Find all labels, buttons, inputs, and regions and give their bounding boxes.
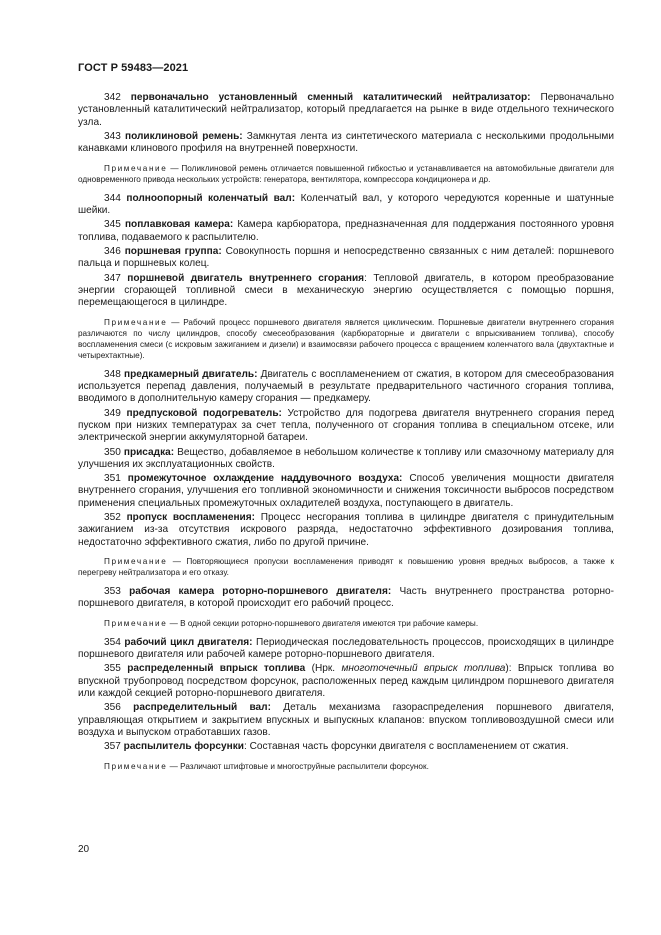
note-text: — Поликлиновой ремень отличается повышенной гибкостью и устанавливается на автомобильные двигатели для одновременного привода нескольких устройств: генератора, вентилятора, компрессора кондиционера и др. — [78, 163, 614, 184]
entry-number: 355 — [104, 663, 121, 675]
entry-number: 348 — [104, 368, 121, 380]
entry-345 — [78, 219, 614, 244]
entry-number: 346 — [104, 245, 121, 257]
entry-term: поршневая группа: — [124, 245, 222, 257]
entry-353 — [78, 586, 614, 611]
note-text: — В одной секции роторно-поршневого двигателя имеются три рабочие камеры. — [169, 618, 479, 628]
note-357 — [78, 761, 614, 772]
document-body — [78, 92, 614, 780]
entry-343 — [78, 131, 614, 156]
entry-number: 353 — [104, 586, 121, 598]
entry-definition: Совокупность поршня и непосредственно связанных с ним деталей: поршневого пальца и поршневых колец. — [78, 245, 615, 270]
entry-term: поршневой двигатель внутреннего сгорания — [127, 272, 365, 284]
entry-term: присадка: — [123, 446, 175, 458]
entry-term: рабочая камера роторно-поршневого двигателя: — [129, 586, 392, 598]
note-text: — Повторяющиеся пропуски воспламенения приводят к повышению уровня вредных выбросов, а также к перегреву нейтрализатора и его отказу. — [78, 557, 614, 578]
entry-definition: : Составная часть форсунки двигателя с воспламенением от сжатия. — [243, 741, 569, 753]
note-label: Примечание — [104, 761, 168, 771]
note-343 — [78, 163, 614, 185]
entry-346 — [78, 246, 614, 271]
entry-term: промежуточное охлаждение наддувочного воздуха: — [127, 473, 403, 485]
entry-definition: Вещество, добавляемое в небольшом количестве к топливу или смазочному материалу для улучшения их эксплуатационных свойств. — [78, 446, 615, 470]
entry-definition: Первоначально установленный каталитический нейтрализатор, который предлагается на рынке в виде отдельного технического узла. — [78, 92, 614, 128]
entry-347 — [78, 273, 614, 310]
entry-definition: : Тепловой двигатель, в котором преобразование энергии сгорающей топливной смеси в механическую энергию осуществляется с помощью поршня, перемещающегося в цилиндре. — [78, 272, 614, 309]
entry-number: 354 — [104, 636, 121, 648]
entry-number: 357 — [104, 741, 121, 753]
entry-definition: Коленчатый вал, у которого чередуются коренные и шатунные шейки. — [78, 192, 614, 216]
entry-number: 352 — [104, 512, 121, 524]
note-label: Примечание — [104, 163, 168, 173]
standard-header: ГОСТ Р 59483—2021 — [78, 62, 189, 74]
entry-term: поплавковая камера: — [124, 219, 234, 231]
entry-342 — [78, 92, 614, 129]
entry-definition: Камера карбюратора, предназначенная для поддержания постоянного уровня топлива, подаваемого к распылителю. — [78, 219, 614, 243]
entry-350 — [78, 447, 614, 472]
entry-number: 350 — [104, 446, 121, 458]
entry-definition: Способ увеличения мощности двигателя внутреннего сгорания, улучшения его топливной экономичности и снижения токсичности выбросов посредством применения специальных промежуточных охладителей воздуха, поступающего в двигатель. — [78, 473, 614, 509]
entry-definition: Устройство для подогрева двигателя внутреннего сгорания перед пуском при низких температурах за счет тепла, полученного от сгорания топлива в специальном отсеке, или электрической энергии аккумуляторной батареи. — [78, 407, 614, 444]
entry-357 — [78, 741, 614, 753]
note-353 — [78, 618, 614, 629]
entry-number: 349 — [104, 407, 121, 419]
note-label: Примечание — [104, 618, 168, 628]
entry-term: распределенный впрыск топлива — [127, 663, 306, 675]
entry-definition: Деталь механизма газораспределения поршневого двигателя, управляющая открытием и закрытием впускных и выпускных клапанов: впуском топливовоздушной смеси или воздуха и выпуском отработавших газов. — [78, 702, 614, 738]
entry-term: пропуск воспламенения: — [126, 512, 256, 524]
entry-term: рабочий цикл двигателя: — [124, 636, 253, 648]
entry-term: предкамерный двигатель: — [124, 368, 258, 380]
entry-354 — [78, 637, 614, 662]
entry-definition: Периодическая последовательность процессов, происходящих в цилиндре поршневого двигателя или рабочей камере роторно-поршневого двигателя. — [78, 636, 614, 660]
entry-number: 345 — [104, 219, 121, 231]
entry-number: 351 — [104, 473, 121, 485]
note-label: Примечание — [104, 557, 168, 567]
entry-number: 344 — [104, 192, 121, 204]
note-text: — Различают штифтовые и многоструйные распылители форсунок. — [169, 761, 429, 771]
entry-definition: Часть внутреннего пространства роторно-поршневого двигателя, в которой происходит его рабочий процесс. — [78, 586, 615, 610]
entry-number: 347 — [104, 272, 121, 284]
entry-number: 356 — [104, 702, 121, 714]
entry-definition-prefix: (Нрк. — [305, 663, 342, 675]
entry-344 — [78, 193, 614, 218]
note-352 — [78, 556, 614, 578]
page-number: 20 — [78, 844, 90, 855]
entry-348 — [78, 369, 614, 406]
entry-definition: ): Впрыск топлива во впускной трубопровод посредством форсунок, расположенных перед каждым цилиндром поршневого двигателя или каждой секцией роторно-поршневого двигателя. — [78, 663, 614, 699]
entry-356 — [78, 702, 614, 739]
entry-number: 343 — [104, 130, 121, 142]
entry-term: поликлиновой ремень: — [124, 130, 243, 142]
entry-definition: Процесс несгорания топлива в цилиндре двигателя с принудительным зажиганием из-за отсутствия искрового разряда, недостаточно эффективного дозирования топлива, недостаточно эффективного сжатия, либо по другой причине. — [78, 512, 614, 548]
entry-term: распределительный вал: — [133, 702, 271, 714]
entry-term: предпусковой подогреватель: — [126, 407, 282, 419]
entry-351 — [78, 473, 614, 510]
entry-definition: Замкнутая лента из синтетического материала с несколькими продольными канавками клинового профиля на внутренней поверхности. — [78, 130, 614, 155]
entry-definition: Двигатель с воспламенением от сжатия, в котором для смесеобразования используется перепад давления, получаемый в результате предварительного частичного сгорания топлива, вводимого в дополнительную камеру сгорания — предкамеру. — [78, 368, 614, 405]
entry-349 — [78, 408, 614, 445]
note-text: — Рабочий процесс поршневого двигателя является циклическим. Поршневые двигатели внутреннего сгорания различаются по числу цилиндров, способу смесеобразования (карбюраторные и двигатели с впрыскиванием топлива), способу воспламенения смеси (с искровым зажиганием и дизели) и взаимосвязи рабочего процесса с вращением коленчатого вала (двухтактные и четырехтактные). — [78, 317, 614, 360]
entry-355 — [78, 663, 614, 700]
note-347 — [78, 317, 614, 361]
entry-deprecated-term: многоточечный впрыск топлива — [341, 663, 506, 675]
entry-number: 342 — [104, 92, 121, 103]
note-label: Примечание — [104, 317, 168, 327]
entry-352 — [78, 512, 614, 549]
entry-term: первоначально установленный сменный каталитический нейтрализатор: — [130, 92, 531, 103]
entry-term: полноопорный коленчатый вал: — [126, 192, 296, 204]
entry-term: распылитель форсунки — [123, 741, 244, 753]
